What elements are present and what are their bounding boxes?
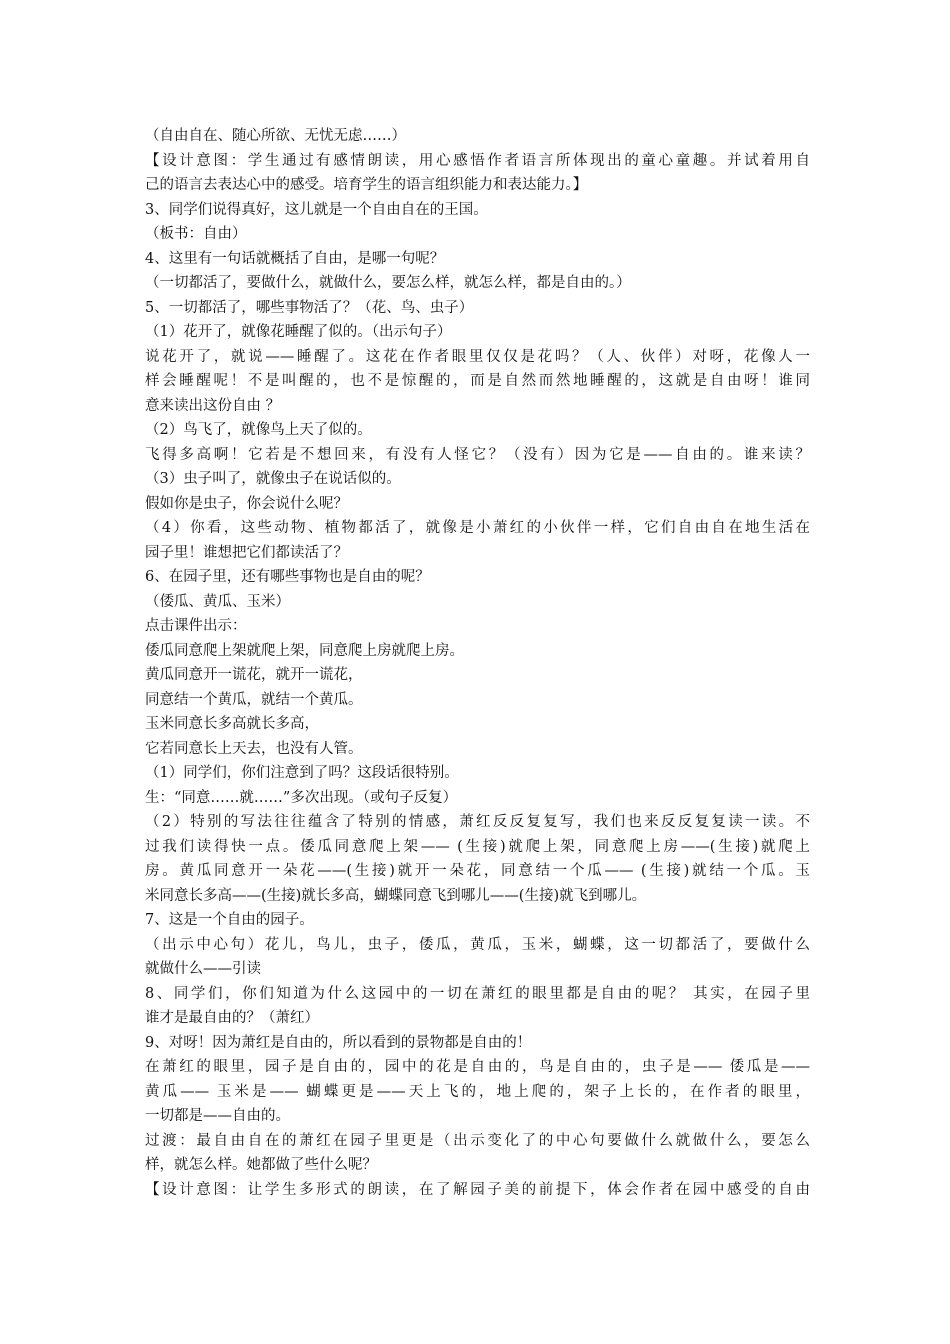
text-line: （倭瓜、黄瓜、玉米） bbox=[145, 593, 290, 610]
text-line: （自由自在、随心所欲、无忧无虑……） bbox=[145, 128, 406, 144]
text-line: 7、这是一个自由的园子。 bbox=[145, 912, 314, 928]
text-line: 样会睡醒呢！不是叫醒的，也不是惊醒的，而是自然而然地睡醒的，这就是自由呀！谁同 bbox=[145, 373, 810, 389]
text-line: 米同意长多高——(生接)就长多高，蝴蝶同意飞到哪儿——(生接)就飞到哪儿。 bbox=[145, 887, 647, 904]
text-line: 过渡：最自由自在的萧红在园子里更是（出示变化了的中心句要做什么就做什么，要怎么 bbox=[145, 1132, 810, 1149]
text-line: 样，就怎么样。她都做了些什么呢？ bbox=[145, 1157, 377, 1173]
text-line: 过我们读得快一点。倭瓜同意爬上架—— (生接)就爬上架，同意爬上房——(生接)就爬上 bbox=[145, 838, 810, 855]
text-line: 它若同意长上天去，也没有人管。 bbox=[145, 740, 363, 757]
text-line: 说花开了，就说——睡醒了。这花在作者眼里仅仅是花吗？（人、伙伴）对呀，花像人一 bbox=[145, 348, 810, 365]
text-line: 黄瓜同意开一谎花，就开一谎花， bbox=[145, 667, 363, 683]
text-line: 8、同学们，你们知道为什么这园中的一切在萧红的眼里都是自由的呢？ 其实，在园子里 bbox=[145, 985, 810, 1002]
text-line: 点击课件出示： bbox=[145, 618, 247, 634]
text-line: 4、这里有一句话就概括了自由，是哪一句呢？ bbox=[145, 250, 445, 267]
text-line: 黄瓜—— 玉米是—— 蝴蝶更是——天上飞的，地上爬的，架子上长的，在作者的眼里， bbox=[145, 1083, 810, 1100]
text-line: 5、一切都活了，哪些事物活了？（花、鸟、虫子） bbox=[145, 299, 474, 316]
text-line: 9、对呀！因为萧红是自由的，所以看到的景物都是自由的！ bbox=[145, 1034, 532, 1051]
text-line: （2）特别的写法往往蕴含了特别的情感，萧红反反复复写，我们也来反反复复读一读。不 bbox=[145, 814, 810, 830]
text-line: 房。黄瓜同意开一朵花——(生接)就开一朵花，同意结一个瓜—— (生接)就结一个瓜。玉 bbox=[145, 863, 810, 879]
text-line: 一切都是——自由的。 bbox=[145, 1108, 290, 1124]
text-line: （1）同学们，你们注意到了吗？这段话很特别。 bbox=[145, 765, 459, 781]
text-line: 同意结一个黄瓜，就结一个黄瓜。 bbox=[145, 691, 363, 708]
text-line: 己的语言去表达心中的感受。培育学生的语言组织能力和表达能力。】 bbox=[145, 177, 588, 193]
document-page bbox=[145, 124, 810, 1202]
text-line: 在萧红的眼里，园子是自由的，园中的花是自由的，鸟是自由的，虫子是—— 倭瓜是—— bbox=[145, 1059, 810, 1075]
text-line: 飞得多高啊！它若是不想回来，有没有人怪它？（没有）因为它是——自由的。谁来读？ bbox=[145, 446, 810, 463]
text-line: （4）你看，这些动物、植物都活了，就像是小萧红的小伙伴一样，它们自由自在地生活在 bbox=[145, 520, 810, 536]
text-line: 【设计意图：学生通过有感情朗读，用心感悟作者语言所体现出的童心童趣。并试着用自 bbox=[145, 152, 810, 169]
text-line: 园子里！谁想把它们都读活了？ bbox=[145, 544, 348, 561]
text-line: （2）鸟飞了，就像鸟上天了似的。 bbox=[145, 422, 372, 438]
text-line: 玉米同意长多高就长多高， bbox=[145, 716, 319, 732]
text-line: 假如你是虫子，你会说什么呢？ bbox=[145, 495, 348, 512]
text-line: （3）虫子叫了，就像虫子在说话似的。 bbox=[145, 471, 401, 487]
text-line: （一切都活了，要做什么，就做什么，要怎么样，就怎么样，都是自由的。） bbox=[145, 275, 631, 291]
text-line: 谁才是最自由的？（萧红） bbox=[145, 1010, 319, 1026]
text-line: 生：“同意……就……”多次出现。（或句子反复） bbox=[145, 789, 458, 806]
text-line: 倭瓜同意爬上架就爬上架，同意爬上房就爬上房。 bbox=[145, 642, 464, 659]
text-line: （出示中心句）花儿，鸟儿，虫子，倭瓜，黄瓜，玉米，蝴蝶，这一切都活了，要做什么 bbox=[145, 936, 810, 953]
text-line: 3、同学们说得真好，这儿就是一个自由自在的王国。 bbox=[145, 201, 488, 218]
text-line: （板书：自由） bbox=[145, 226, 247, 242]
text-line: 6、在园子里，还有哪些事物也是自由的呢？ bbox=[145, 569, 430, 585]
text-line: 就做什么——引读 bbox=[145, 961, 261, 977]
text-line: 【设计意图：让学生多形式的朗读，在了解园子美的前提下，体会作者在园中感受的自由 bbox=[145, 1181, 810, 1198]
text-line: 意来读出这份自由 ？ bbox=[145, 397, 281, 414]
text-line: （1）花开了，就像花睡醒了似的。（出示句子） bbox=[145, 324, 452, 340]
